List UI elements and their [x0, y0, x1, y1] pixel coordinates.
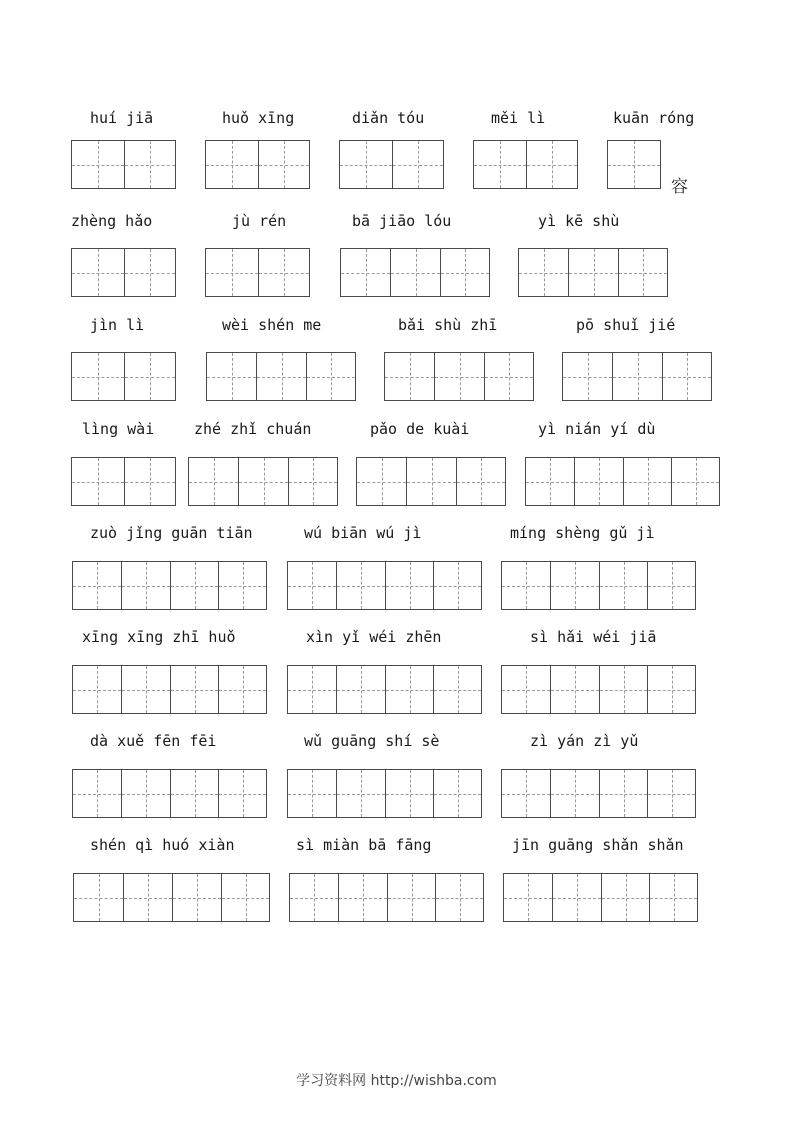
pinyin-label: wèi shén me: [222, 316, 322, 334]
grid-cell[interactable]: [599, 770, 647, 817]
writing-grid[interactable]: [72, 665, 267, 714]
grid-cell[interactable]: [74, 874, 123, 921]
grid-cell[interactable]: [390, 249, 440, 296]
grid-cell[interactable]: [172, 874, 221, 921]
grid-cell[interactable]: [385, 666, 433, 713]
pinyin-label: wú biān wú jì: [304, 524, 422, 542]
writing-grid[interactable]: [339, 140, 444, 189]
grid-cell[interactable]: [385, 770, 433, 817]
grid-cell[interactable]: [189, 458, 238, 505]
pinyin-label: sì hǎi wéi jiā: [530, 628, 657, 646]
grid-cell[interactable]: [258, 249, 309, 296]
hint-character: 容: [671, 177, 688, 197]
grid-cell[interactable]: [336, 666, 385, 713]
grid-cell[interactable]: [218, 666, 266, 713]
grid-cell[interactable]: [599, 562, 647, 609]
pinyin-label: huí jiā: [90, 109, 154, 127]
pinyin-label: zuò jǐng guān tiān: [90, 524, 253, 542]
pinyin-label: bǎi shù zhī: [398, 316, 498, 334]
grid-cell[interactable]: [504, 874, 552, 921]
grid-cell[interactable]: [218, 770, 266, 817]
pinyin-label: pō shuǐ jié: [576, 316, 676, 334]
grid-cell[interactable]: [72, 141, 124, 188]
writing-grid[interactable]: [607, 140, 661, 189]
grid-cell[interactable]: [288, 562, 336, 609]
pinyin-label: diǎn tóu: [352, 109, 425, 127]
pinyin-label: kuān róng: [613, 109, 695, 127]
grid-cell[interactable]: [387, 874, 435, 921]
writing-grid[interactable]: [73, 873, 270, 922]
grid-cell[interactable]: [568, 249, 618, 296]
writing-grid[interactable]: [188, 457, 338, 506]
grid-cell[interactable]: [550, 770, 599, 817]
writing-grid[interactable]: [287, 769, 482, 818]
grid-cell[interactable]: [612, 353, 662, 400]
pinyin-label: huǒ xīng: [222, 109, 295, 127]
grid-cell[interactable]: [73, 562, 121, 609]
grid-cell[interactable]: [433, 666, 481, 713]
grid-cell[interactable]: [519, 249, 568, 296]
grid-cell[interactable]: [306, 353, 355, 400]
grid-cell[interactable]: [502, 770, 550, 817]
grid-cell[interactable]: [124, 353, 175, 400]
grid-cell[interactable]: [385, 353, 434, 400]
grid-cell[interactable]: [601, 874, 649, 921]
writing-grid[interactable]: [205, 248, 310, 297]
pinyin-label: jìn lì: [90, 316, 145, 334]
grid-cell[interactable]: [124, 458, 175, 505]
writing-grid[interactable]: [525, 457, 720, 506]
grid-cell[interactable]: [526, 458, 574, 505]
pinyin-label: jù rén: [232, 212, 287, 230]
grid-cell[interactable]: [73, 770, 121, 817]
grid-cell[interactable]: [550, 666, 599, 713]
pinyin-label: měi lì: [491, 109, 546, 127]
grid-cell[interactable]: [649, 874, 697, 921]
grid-cell[interactable]: [170, 770, 218, 817]
pinyin-label: xīng xīng zhī huǒ: [82, 628, 236, 646]
grid-cell[interactable]: [221, 874, 269, 921]
grid-cell[interactable]: [435, 874, 483, 921]
grid-cell[interactable]: [238, 458, 288, 505]
grid-cell[interactable]: [290, 874, 338, 921]
writing-grid[interactable]: [340, 248, 490, 297]
grid-cell[interactable]: [288, 666, 336, 713]
pinyin-label: míng shèng gǔ jì: [510, 524, 655, 542]
pinyin-label: pǎo de kuài: [370, 420, 470, 438]
grid-cell[interactable]: [608, 141, 660, 188]
grid-cell[interactable]: [647, 666, 695, 713]
grid-cell[interactable]: [433, 562, 481, 609]
pinyin-label: jīn guāng shǎn shǎn: [512, 836, 684, 854]
grid-cell[interactable]: [218, 562, 266, 609]
pinyin-label: lìng wài: [82, 420, 155, 438]
writing-grid[interactable]: [503, 873, 698, 922]
writing-grid[interactable]: [71, 140, 176, 189]
grid-cell[interactable]: [124, 249, 175, 296]
grid-cell[interactable]: [256, 353, 306, 400]
grid-cell[interactable]: [336, 562, 385, 609]
pinyin-label: dà xuě fēn fēi: [90, 732, 217, 750]
grid-cell[interactable]: [121, 562, 170, 609]
pinyin-label: sì miàn bā fāng: [296, 836, 432, 854]
grid-cell[interactable]: [170, 562, 218, 609]
pinyin-label: wǔ guāng shí sè: [304, 732, 440, 750]
writing-grid[interactable]: [501, 665, 696, 714]
grid-cell[interactable]: [526, 141, 577, 188]
writing-grid[interactable]: [71, 248, 176, 297]
grid-cell[interactable]: [456, 458, 505, 505]
writing-grid[interactable]: [72, 561, 267, 610]
writing-grid[interactable]: [289, 873, 484, 922]
grid-cell[interactable]: [123, 874, 172, 921]
writing-grid[interactable]: [287, 665, 482, 714]
grid-cell[interactable]: [599, 666, 647, 713]
grid-cell[interactable]: [440, 249, 489, 296]
grid-cell[interactable]: [340, 141, 392, 188]
writing-grid[interactable]: [71, 352, 176, 401]
grid-cell[interactable]: [72, 249, 124, 296]
writing-grid[interactable]: [205, 140, 310, 189]
grid-cell[interactable]: [474, 141, 526, 188]
grid-cell[interactable]: [207, 353, 256, 400]
grid-cell[interactable]: [336, 770, 385, 817]
grid-cell[interactable]: [338, 874, 387, 921]
grid-cell[interactable]: [406, 458, 456, 505]
writing-grid[interactable]: [356, 457, 506, 506]
grid-cell[interactable]: [288, 458, 337, 505]
grid-cell[interactable]: [392, 141, 443, 188]
grid-cell[interactable]: [73, 666, 121, 713]
grid-cell[interactable]: [72, 353, 124, 400]
pinyin-label: zhé zhǐ chuán: [194, 420, 312, 438]
grid-cell[interactable]: [258, 141, 309, 188]
grid-cell[interactable]: [121, 666, 170, 713]
grid-cell[interactable]: [502, 666, 550, 713]
pinyin-label: bā jiāo lóu: [352, 212, 452, 230]
writing-grid[interactable]: [71, 457, 176, 506]
writing-grid[interactable]: [206, 352, 356, 401]
grid-cell[interactable]: [550, 562, 599, 609]
pinyin-label: yì kē shù: [538, 212, 620, 230]
pinyin-label: xìn yǐ wéi zhēn: [306, 628, 442, 646]
footer-source: 学习资料网 http://wishba.com: [296, 1073, 497, 1089]
grid-cell[interactable]: [170, 666, 218, 713]
grid-cell[interactable]: [288, 770, 336, 817]
writing-grid[interactable]: [473, 140, 578, 189]
grid-cell[interactable]: [124, 141, 175, 188]
grid-cell[interactable]: [357, 458, 406, 505]
grid-cell[interactable]: [341, 249, 390, 296]
grid-cell[interactable]: [574, 458, 623, 505]
grid-cell[interactable]: [618, 249, 667, 296]
grid-cell[interactable]: [502, 562, 550, 609]
grid-cell[interactable]: [72, 458, 124, 505]
pinyin-label: yì nián yí dù: [538, 420, 656, 438]
pinyin-label: shén qì huó xiàn: [90, 836, 235, 854]
writing-grid[interactable]: [501, 561, 696, 610]
grid-cell[interactable]: [121, 770, 170, 817]
writing-grid[interactable]: [287, 561, 482, 610]
grid-cell[interactable]: [385, 562, 433, 609]
grid-cell[interactable]: [433, 770, 481, 817]
grid-cell[interactable]: [552, 874, 601, 921]
pinyin-label: zì yán zì yǔ: [530, 732, 639, 750]
grid-cell[interactable]: [484, 353, 533, 400]
grid-cell[interactable]: [206, 249, 258, 296]
grid-cell[interactable]: [206, 141, 258, 188]
grid-cell[interactable]: [434, 353, 484, 400]
writing-grid[interactable]: [518, 248, 668, 297]
writing-grid[interactable]: [562, 352, 712, 401]
writing-grid[interactable]: [384, 352, 534, 401]
pinyin-label: zhèng hǎo: [71, 212, 153, 230]
grid-cell[interactable]: [623, 458, 671, 505]
grid-cell[interactable]: [647, 562, 695, 609]
grid-cell[interactable]: [671, 458, 719, 505]
writing-grid[interactable]: [72, 769, 267, 818]
grid-cell[interactable]: [647, 770, 695, 817]
grid-cell[interactable]: [563, 353, 612, 400]
writing-grid[interactable]: [501, 769, 696, 818]
grid-cell[interactable]: [662, 353, 711, 400]
